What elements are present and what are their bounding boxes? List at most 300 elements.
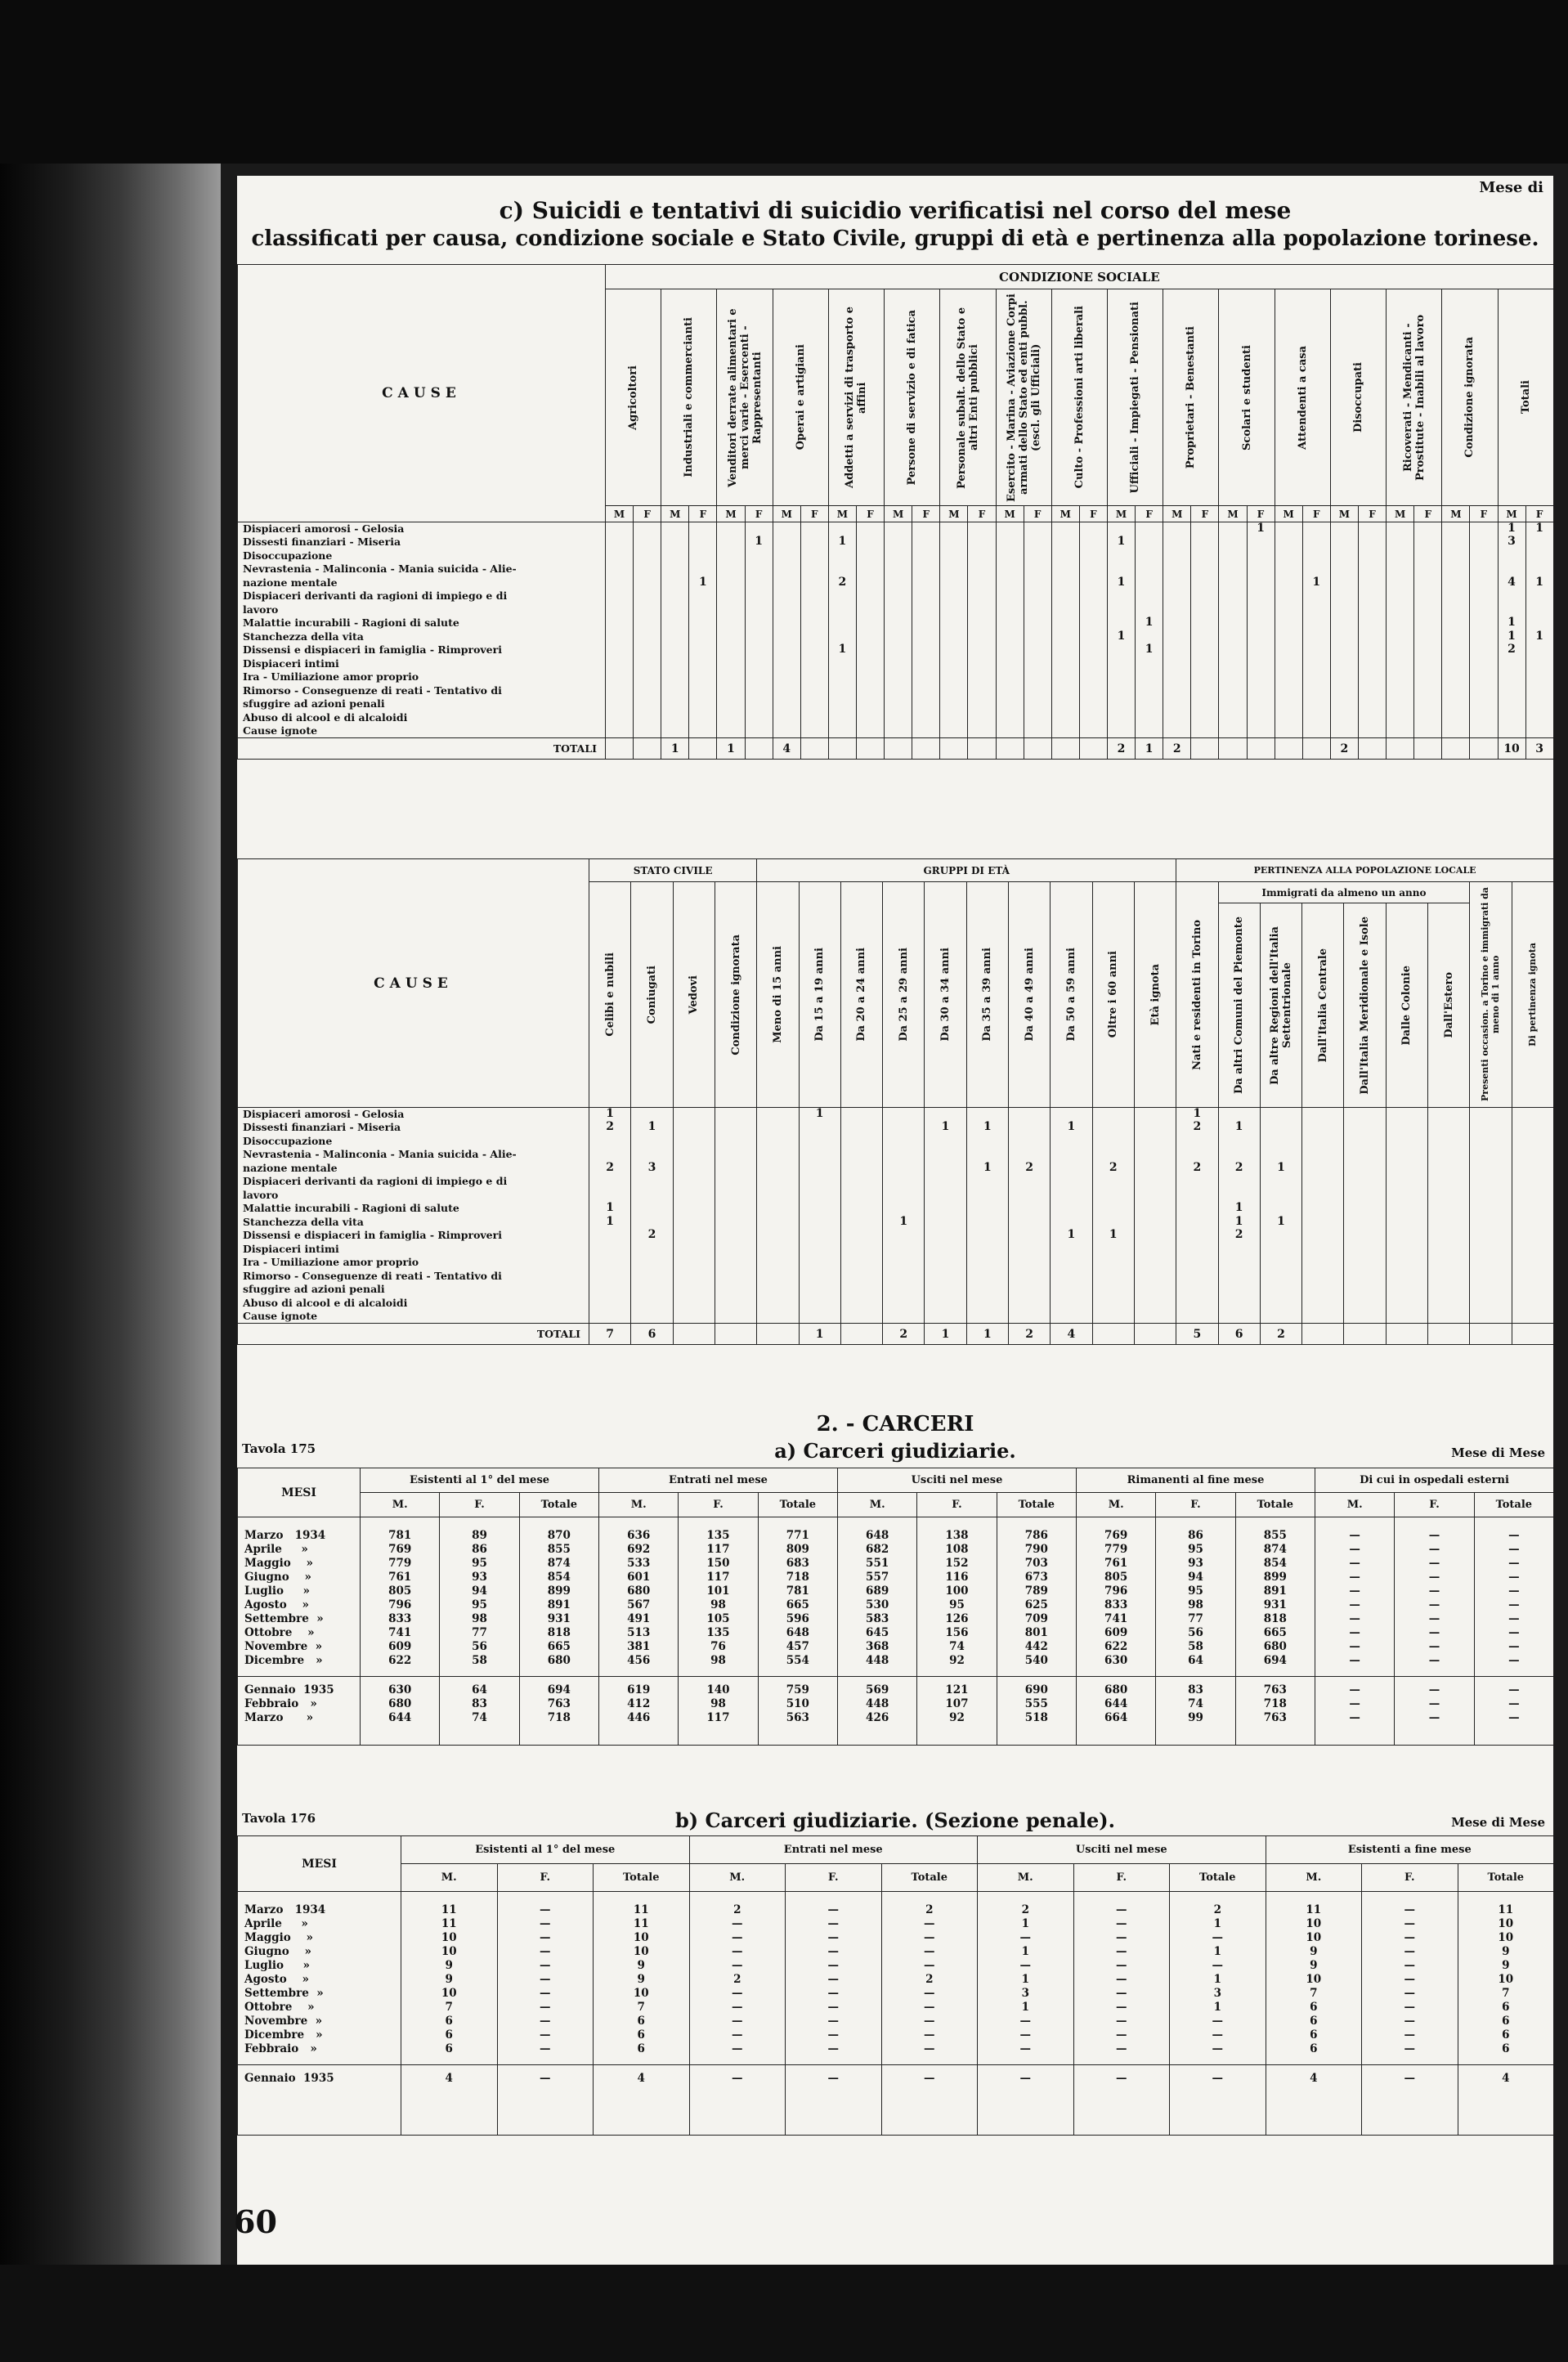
column-header [631, 882, 673, 1108]
sub-header: M. [1076, 1493, 1155, 1517]
title-line-2: classificati per causa, condizione sociale e Stato Civile, gruppi di età e pertinenza alla popolazione torinese. [251, 226, 1539, 251]
table-cell: — [732, 2072, 743, 2085]
table-cell [1247, 549, 1275, 563]
table-cell: — [732, 2028, 743, 2042]
table-cell: 2 [1176, 1121, 1218, 1135]
table-cell [799, 1135, 840, 1149]
sub-header: M. [689, 1864, 786, 1892]
table-cell [634, 711, 661, 725]
table-cell: 2 [1218, 1229, 1260, 1243]
table-cell [840, 1283, 882, 1297]
column-header-label: Attendenti a casa [1296, 345, 1309, 450]
table-cell [940, 724, 968, 738]
table-cell [1024, 724, 1051, 738]
sub-header: Totale [758, 1493, 837, 1517]
table-cell: 74 [472, 1711, 487, 1724]
tavola-176-label: Tavola 176 [242, 1811, 316, 1826]
cause-label: Dissensi e dispiaceri in famiglia - Rimproveri [238, 1229, 589, 1243]
table-row [238, 1135, 1554, 1149]
table-cell: 1 [1136, 643, 1163, 657]
table-cell [661, 630, 689, 644]
table-cell [840, 1135, 882, 1149]
table-cell [1386, 1108, 1427, 1122]
table-carceri-sezione-penale [237, 1835, 1553, 2136]
table-cell: — [924, 1931, 935, 1944]
table-cell [856, 603, 884, 617]
table-cell [661, 684, 689, 698]
sub-header: F. [1156, 1493, 1235, 1517]
table-cell: 1 [631, 1121, 673, 1135]
cause-label: Stanchezza della vita [238, 1216, 589, 1230]
cause-label: Ira - Umiliazione amor proprio [238, 670, 606, 684]
table-cell [1330, 724, 1358, 738]
table-cell: 555 [1024, 1697, 1048, 1710]
table-cell [1358, 589, 1386, 603]
total-cell [885, 738, 912, 760]
table-cell: — [1428, 1529, 1440, 1542]
table-cell [1107, 549, 1135, 563]
table-cell [715, 1175, 756, 1189]
table-cell [1136, 711, 1163, 725]
table-cell [1358, 724, 1386, 738]
column-header-label: Da 15 a 19 anni [813, 948, 827, 1042]
table-cell: — [1508, 1711, 1520, 1724]
table-cell [1247, 536, 1275, 549]
column-header [1498, 289, 1553, 506]
table-cell [673, 1310, 715, 1324]
table-cell: 874 [547, 1557, 571, 1570]
table-cell [1079, 576, 1107, 590]
table-cell [1386, 1283, 1427, 1297]
table-cell [715, 1121, 756, 1135]
table-cell: 1 [1092, 1229, 1134, 1243]
total-cell [1302, 1324, 1344, 1345]
total-cell [996, 738, 1024, 760]
column-header-label: Da 35 a 39 anni [981, 948, 994, 1042]
table-cell: — [1428, 1598, 1440, 1611]
table-cell [1051, 1297, 1092, 1311]
table-cell: 636 [627, 1529, 651, 1542]
table-cell: 86 [472, 1543, 487, 1556]
table-cell [800, 589, 828, 603]
table-cell [1386, 1243, 1427, 1257]
table-cell: — [1404, 2001, 1416, 2014]
table-cell: 3 [1498, 536, 1525, 549]
table-cell: 98 [710, 1654, 726, 1667]
table-column [1362, 1892, 1458, 2065]
table-cell [1344, 1216, 1386, 1230]
table-cell [745, 711, 773, 725]
table-cell [1470, 1243, 1512, 1257]
table-cell [925, 1108, 966, 1122]
table-cell [1525, 724, 1553, 738]
column-header-label: Dall'Estero [1442, 972, 1455, 1038]
table-cell [996, 711, 1024, 725]
total-cell [1051, 738, 1079, 760]
scan-border-bottom [0, 2265, 1568, 2362]
table-cell: — [924, 2042, 935, 2055]
table-cell [1247, 684, 1275, 698]
table-cell: 1 [1213, 1917, 1221, 1930]
table-cell [1247, 562, 1275, 576]
table-cell: 1 [828, 536, 856, 549]
table-cell [925, 1229, 966, 1243]
table-cell [1414, 522, 1442, 536]
table-cell [856, 616, 884, 630]
table-cell: 790 [1024, 1543, 1048, 1556]
table-cell [673, 1297, 715, 1311]
column-header [1008, 882, 1050, 1108]
table-cell: — [732, 2042, 743, 2055]
table-cell [1428, 1229, 1470, 1243]
table-cell [1358, 536, 1386, 549]
table-cell [1163, 589, 1191, 603]
table-row [238, 1216, 1554, 1230]
table-row [238, 1175, 1554, 1189]
table-cell [1428, 1175, 1470, 1189]
table-cell: — [1349, 1584, 1360, 1598]
table-cell [1219, 589, 1247, 603]
table-column [1395, 1677, 1474, 1746]
table-cell: 1 [1107, 630, 1135, 644]
table-cell [828, 724, 856, 738]
table-cell [1525, 670, 1553, 684]
table-cell: — [1212, 2072, 1224, 2085]
table-cell [1414, 589, 1442, 603]
table-cell [757, 1297, 799, 1311]
total-cell [1442, 738, 1470, 760]
table-cell: — [1349, 1543, 1360, 1556]
table-cell [1051, 1283, 1092, 1297]
table-cell [912, 643, 940, 657]
column-header [1176, 882, 1218, 1108]
month-label: Dicembre » [244, 2028, 323, 2042]
table-cell [1330, 549, 1358, 563]
tavola-175-mese: Mese di Mese [1451, 1445, 1545, 1460]
table-cell [1387, 603, 1414, 617]
table-cell: 58 [1188, 1640, 1203, 1653]
table-cell: 1 [966, 1121, 1008, 1135]
table-cell [606, 616, 634, 630]
table-cell [966, 1243, 1008, 1257]
table-cell: — [540, 1903, 551, 1916]
table-cell: 9 [637, 1959, 645, 1972]
table-cell [840, 1270, 882, 1284]
table-cell: 805 [1104, 1571, 1128, 1584]
table-cell [1134, 1243, 1176, 1257]
table-cell [1442, 522, 1470, 536]
column-header-label: Da 50 a 59 anni [1064, 948, 1077, 1042]
table-cell [1008, 1229, 1050, 1243]
table-cell [1512, 1135, 1553, 1149]
table-column [401, 2065, 498, 2136]
table-cell [673, 1243, 715, 1257]
total-cell: 7 [589, 1324, 631, 1345]
table-cell: — [1404, 1917, 1416, 1930]
table-cell: 1 [1021, 2001, 1029, 2014]
column-header [1260, 903, 1301, 1108]
total-cell [1302, 738, 1330, 760]
table-cell [885, 697, 912, 711]
table-cell: — [1404, 2072, 1416, 2085]
column-header-label: Industriali e commercianti [683, 317, 696, 477]
table-cell [885, 711, 912, 725]
table-cell [773, 549, 800, 563]
table-cell [828, 522, 856, 536]
table-cell [1512, 1202, 1553, 1216]
table-cell [885, 562, 912, 576]
table-cell: 583 [866, 1612, 889, 1625]
table-cell [840, 1108, 882, 1122]
table-cell [1470, 576, 1498, 590]
table-cell [840, 1202, 882, 1216]
table-cell [1428, 1216, 1470, 1230]
table-cell [1134, 1270, 1176, 1284]
table-cell [912, 522, 940, 536]
table-cell: 2 [1008, 1162, 1050, 1176]
table-cell: — [1349, 1697, 1360, 1710]
table-cell [773, 697, 800, 711]
table-cell: — [1404, 2015, 1416, 2028]
table-cell [885, 670, 912, 684]
table-cell [840, 1162, 882, 1176]
table-cell [673, 1229, 715, 1243]
table-cell [925, 1216, 966, 1230]
table-cell [1176, 1297, 1218, 1311]
table-cell [757, 1148, 799, 1162]
totals-row [238, 738, 1554, 760]
table-cell: 2 [1218, 1162, 1260, 1176]
table-cell: 6 [637, 2028, 645, 2042]
table-cell: 92 [949, 1711, 965, 1724]
table-cell: 135 [706, 1626, 730, 1639]
table-cell [1176, 1189, 1218, 1203]
table-cell: 761 [1104, 1557, 1128, 1570]
table-cell [1330, 697, 1358, 711]
table-cell [1163, 643, 1191, 657]
cause-label: lavoro [238, 1189, 589, 1203]
table-column [1315, 1517, 1395, 1677]
table-cell [1470, 589, 1498, 603]
table-cell [1330, 562, 1358, 576]
table-cell [1092, 1216, 1134, 1230]
table-cell: 83 [1188, 1683, 1203, 1696]
table-cell [1247, 630, 1275, 644]
table-cell: 645 [866, 1626, 889, 1639]
table-column [440, 1517, 519, 1677]
table-row [238, 1121, 1554, 1135]
table-column [758, 1677, 837, 1746]
table-cell: 596 [786, 1612, 809, 1625]
table-cell [661, 576, 689, 590]
table-cell [912, 576, 940, 590]
table-cell [925, 1135, 966, 1149]
table-cell [1024, 562, 1051, 576]
table-cell [800, 576, 828, 590]
total-cell [757, 1324, 799, 1345]
table-column [599, 1677, 679, 1746]
table-cell [745, 576, 773, 590]
table-cell [1470, 1297, 1512, 1311]
table-cell [1386, 1148, 1427, 1162]
table-cell: — [1404, 1973, 1416, 1986]
table-cell [1218, 1297, 1260, 1311]
table-cell [856, 536, 884, 549]
table-cell: 6 [1310, 2001, 1318, 2014]
table-cell [1024, 657, 1051, 671]
total-cell: 2 [1260, 1324, 1301, 1345]
table-cell [1051, 1148, 1092, 1162]
table-cell [1302, 1121, 1344, 1135]
month-label: Aprile » [244, 1917, 308, 1930]
table-cell [606, 684, 634, 698]
table-cell [1163, 670, 1191, 684]
sub-header: F. [497, 1864, 594, 1892]
table-column [1076, 1677, 1155, 1746]
table-cell: 126 [945, 1612, 969, 1625]
table-cell [606, 589, 634, 603]
table-cell [1387, 657, 1414, 671]
table-cell [1191, 711, 1219, 725]
column-header [1428, 903, 1470, 1108]
table-cell: 2 [733, 1903, 741, 1916]
f-subheader: F [968, 506, 996, 522]
table-cell [1387, 522, 1414, 536]
table-cell [745, 562, 773, 576]
f-subheader: F [1358, 506, 1386, 522]
table-cell [966, 1256, 1008, 1270]
sub-header: Totale [1458, 1864, 1553, 1892]
table-cell [1024, 684, 1051, 698]
table-cell [1358, 576, 1386, 590]
table-cell [661, 616, 689, 630]
table-cell [1442, 536, 1470, 549]
table-cell: 1 [1302, 576, 1330, 590]
cause-label: Ira - Umiliazione amor proprio [238, 1256, 589, 1270]
totals-row [238, 1324, 1554, 1345]
table-cell [1024, 576, 1051, 590]
table-cell: 4 [1498, 576, 1525, 590]
table-cell [1358, 643, 1386, 657]
table-cell [1344, 1270, 1386, 1284]
table-column [599, 1517, 679, 1677]
table-cell: 648 [866, 1529, 889, 1542]
table-cell [996, 643, 1024, 657]
sub-header: F. [1362, 1864, 1458, 1892]
table-cell: — [1404, 1987, 1416, 2000]
table-cell: 74 [949, 1640, 965, 1653]
table-cell: — [540, 1959, 551, 1972]
m-subheader: M [1330, 506, 1358, 522]
table-cell: 95 [472, 1598, 487, 1611]
table-cell [1428, 1256, 1470, 1270]
table-cell [1428, 1270, 1470, 1284]
scan-border-top [0, 0, 1568, 164]
column-header [1051, 289, 1107, 506]
sub-header: Totale [1170, 1864, 1266, 1892]
table-cell [606, 522, 634, 536]
table-cell [925, 1202, 966, 1216]
total-cell [634, 738, 661, 760]
table-cell: — [732, 1959, 743, 1972]
table-cell [1134, 1189, 1176, 1203]
table-cell [1008, 1135, 1050, 1149]
table-cell [1260, 1256, 1301, 1270]
table-cell [1260, 1148, 1301, 1162]
month-label: Dicembre » [244, 1654, 323, 1667]
table-cell: 690 [1024, 1683, 1048, 1696]
table-cell: — [1116, 1959, 1127, 1972]
m-subheader: M [1387, 506, 1414, 522]
table-cell [1218, 1243, 1260, 1257]
table-cell: — [1428, 1543, 1440, 1556]
table-cell [1247, 616, 1275, 630]
table-cell [631, 1108, 673, 1122]
table-cell [1512, 1310, 1553, 1324]
table-cell [1051, 670, 1079, 684]
table-cell [1051, 1189, 1092, 1203]
table-cell [1275, 643, 1302, 657]
table-cell [673, 1108, 715, 1122]
table-cell [745, 522, 773, 536]
table-cell: — [924, 2015, 935, 2028]
table-cell [883, 1175, 925, 1189]
table-cell [940, 670, 968, 684]
table-cell: 10 [1306, 1931, 1322, 1944]
table-cell: 77 [1188, 1612, 1203, 1625]
table-cell: 10 [1498, 1917, 1514, 1930]
group-header: Esistenti al 1° del mese [361, 1468, 599, 1493]
table-cell [1414, 616, 1442, 630]
table-cell [1302, 1175, 1344, 1189]
condizione-sociale-header: CONDIZIONE SOCIALE [606, 265, 1554, 289]
table-cell: 107 [945, 1697, 969, 1710]
table-cell: 694 [1263, 1654, 1287, 1667]
table-cell: 6 [1310, 2028, 1318, 2042]
table-cell: 818 [547, 1626, 571, 1639]
table-cell: — [1428, 1584, 1440, 1598]
table-cell: — [732, 1931, 743, 1944]
table-cell [1107, 643, 1135, 657]
table-cell [589, 1175, 631, 1189]
table-row [238, 1283, 1554, 1297]
table-cell [1302, 1229, 1344, 1243]
table-cell [1176, 1202, 1218, 1216]
table-cell [757, 1256, 799, 1270]
total-cell: 4 [1051, 1324, 1092, 1345]
table-cell [1051, 643, 1079, 657]
table-cell: 10 [1498, 1973, 1514, 1986]
table-cell [661, 697, 689, 711]
table-cell [715, 1216, 756, 1230]
month-label: Maggio » [244, 1931, 313, 1944]
table-cell: — [1428, 1697, 1440, 1710]
total-cell: 1 [925, 1324, 966, 1345]
table-cell [883, 1229, 925, 1243]
column-header [1051, 882, 1092, 1108]
table-cell [1498, 657, 1525, 671]
table-cell [1525, 711, 1553, 725]
table-cell [968, 670, 996, 684]
table-cell: — [1428, 1683, 1440, 1696]
table-cell: — [924, 1917, 935, 1930]
table-cell [1260, 1189, 1301, 1203]
table-cell: 6 [445, 2028, 453, 2042]
table-cell: — [1349, 1711, 1360, 1724]
table-row [238, 684, 1554, 698]
table-cell [1275, 616, 1302, 630]
table-cell [885, 657, 912, 671]
